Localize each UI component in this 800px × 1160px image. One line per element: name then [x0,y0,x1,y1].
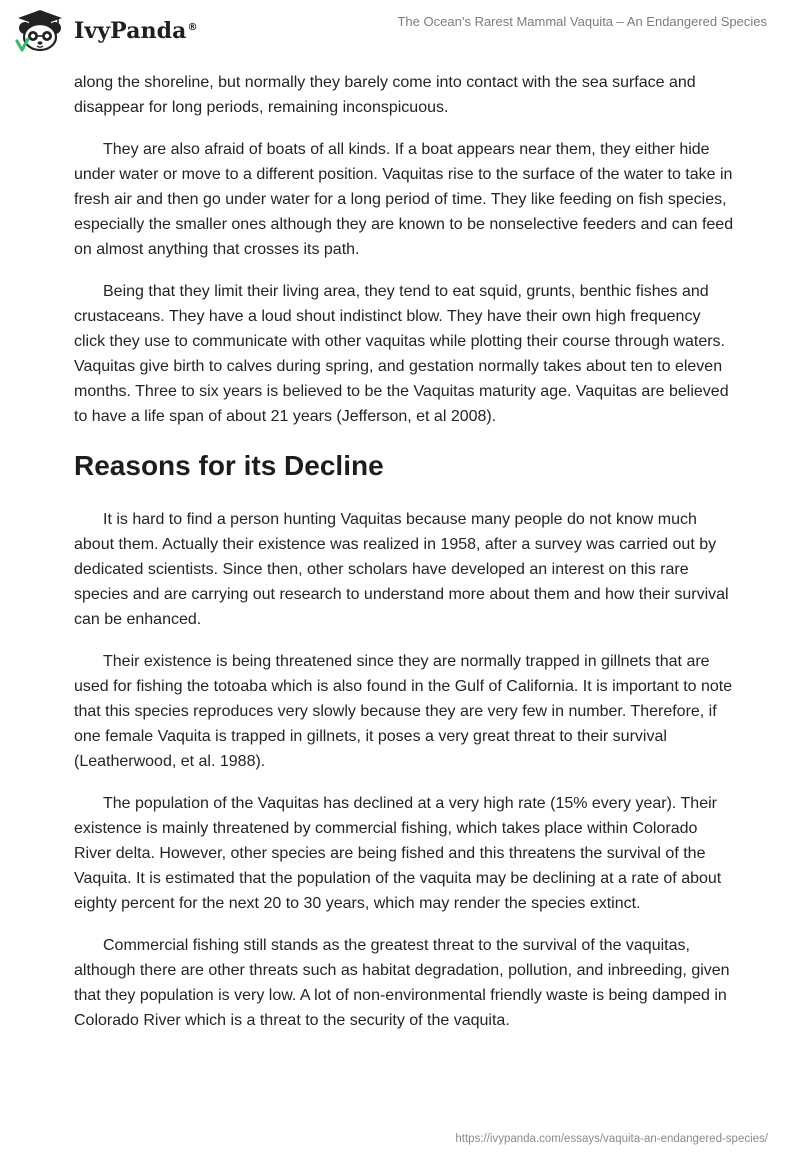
paragraph-2: They are also afraid of boats of all kinds. If a boat appears near them, they either hide under water or move to a different position. Vaquitas rise to the surface of the water to take in fresh air and then go under water for a long period of time. They like feeding on fish species, especially the smaller ones although they are known to be nonselective feeders and can feed on almost anything that crosses its path. [74,141,734,258]
paragraph-3: Being that they limit their living area, they tend to eat squid, grunts, benthic fishes and crustaceans. They have a loud shout indistinct blow. They have their own high frequency click they use to communicate with other vaquitas while plotting their course through waters. Vaquitas give birth to calves during spring, and gestation normally takes about ten to eleven months. Three to six years is believed to be the Vaquitas maturity age. Vaquitas are believed to have a life span of about 21 years (Jefferson, et al 2008). [74,283,729,425]
registered-mark: ® [187,21,198,33]
paragraph-6: The population of the Vaquitas has declined at a very high rate (15% every year). Their existence is mainly threatened by commercial fishing, which takes place within Colorado River delta. However, other species are being fished and this threatens the survival of the Vaquita. It is estimated that the population of the vaquita may be declining at a rate of about eighty percent for the next 20 to 30 years, which may render the species extinct. [74,795,722,912]
paragraph-5: Their existence is being threatened since they are normally trapped in gillnets that are used for fishing the totoaba which is also found in the Gulf of California. It is important to note that this species reproduces very slowly because they are very few in number. Therefore, if one female Vaquita is trapped in gillnets, it poses a very great threat to their survival (Leatherwood, et al. 1988). [74,653,733,770]
paragraph-4: It is hard to find a person hunting Vaquitas because many people do not know much about them. Actually their existence was realized in 1958, after a survey was carried out by dedicated scientists. Since then, other scholars have developed an interest on this rare species and are carrying out research to understand more about them and how their survival can be enhanced. [74,511,729,628]
panda-graduate-icon [14,8,66,54]
paragraph-1: along the shoreline, but normally they barely come into contact with the sea surface and disappear for long periods, remaining inconspicuous. [74,74,696,116]
logo-text: IvyPanda [74,18,187,44]
page-header [0,0,800,64]
logo-wordmark [74,18,198,44]
paragraph-7: Commercial fishing still stands as the greatest threat to the survival of the vaquitas, although there are other threats such as habitat degradation, pollution, and inbreeding, given that they population is very low. A lot of non-environmental friendly waste is being damped in Colorado River which is a threat to the security of the vaquita. [74,937,730,1029]
source-url-link[interactable]: https://ivypanda.com/essays/vaquita-an-endangered-species/ [455,1133,768,1145]
document-title: The Ocean’s Rarest Mammal Vaquita – An Endangered Species [397,14,767,29]
ivypanda-logo[interactable] [14,8,198,54]
section-heading: Reasons for its Decline [74,450,384,481]
essay-content [74,70,734,1050]
